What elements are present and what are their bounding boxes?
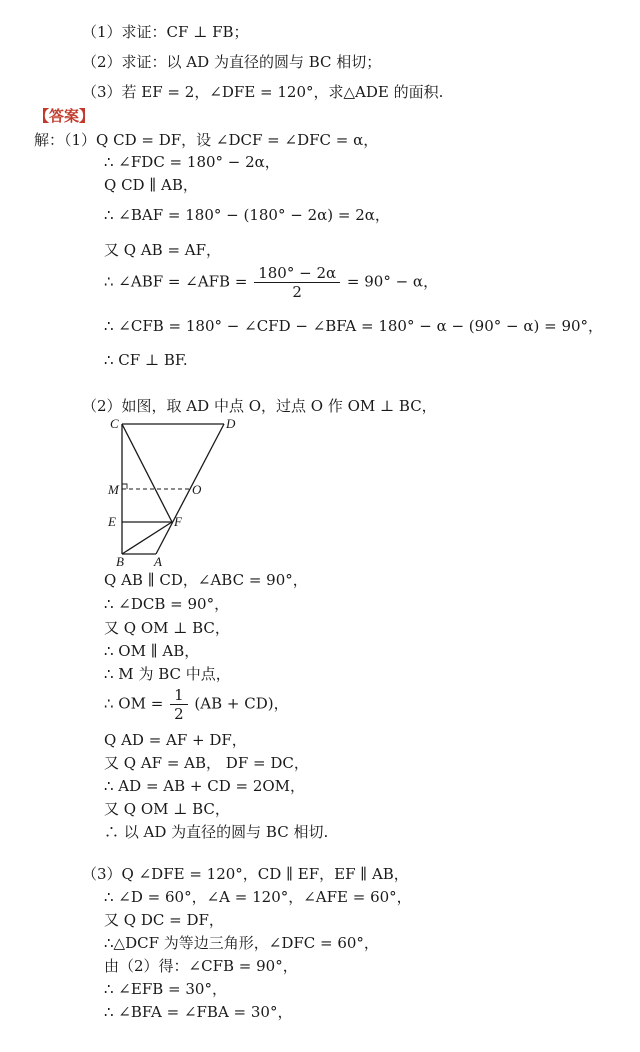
p2-frac-num: 1 bbox=[170, 686, 188, 705]
geometry-figure bbox=[104, 414, 344, 568]
label-b: B bbox=[116, 554, 124, 568]
p3-line-4: 由（2）得：∠CFB = 90°， bbox=[104, 957, 298, 975]
answer-header: 【答案】 bbox=[34, 107, 95, 125]
p1-frac-num: 180° − 2α bbox=[254, 264, 340, 283]
question-2: （2）求证：以 AD 为直径的圆与 BC 相切； bbox=[82, 53, 382, 71]
p1-line-2: Q CD ∥ AB， bbox=[104, 176, 198, 194]
p3-line-3: ∴△DCF 为等边三角形，∠DFC = 60°， bbox=[104, 934, 379, 952]
segment-cf bbox=[122, 424, 172, 522]
p2-line-a3: ∴ OM ∥ AB， bbox=[104, 642, 200, 660]
p3-line-5: ∴ ∠EFB = 30°， bbox=[104, 980, 227, 998]
label-f: F bbox=[174, 514, 182, 529]
p2-frac-line bbox=[104, 686, 289, 723]
p2-line-b2: ∴ AD = AB + CD = 2OM， bbox=[104, 777, 306, 795]
right-angle-mark bbox=[122, 484, 127, 489]
p2-line-a0: Q AB ∥ CD，∠ABC = 90°， bbox=[104, 571, 308, 589]
p1-line-5: ∴ ∠CFB = 180° − ∠CFD − ∠BFA = 180° − α − (90° − α) = 90°， bbox=[104, 317, 604, 335]
p1-line-4: 又 Q AB = AF， bbox=[104, 241, 222, 259]
p2-line-a1: ∴ ∠DCB = 90°， bbox=[104, 595, 230, 613]
p1-fraction bbox=[254, 264, 340, 301]
label-m: M bbox=[108, 482, 119, 497]
p2-line-a2: 又 Q OM ⊥ BC， bbox=[104, 619, 230, 637]
question-1: （1）求证：CF ⊥ FB； bbox=[82, 23, 249, 41]
p2-line-b4: ∴ 以 AD 为直径的圆与 BC 相切. bbox=[104, 823, 329, 841]
question-3: （3）若 EF = 2，∠DFE = 120°，求△ADE 的面积. bbox=[82, 83, 444, 101]
p1-frac-prefix: ∴ ∠ABF = ∠AFB = bbox=[104, 272, 248, 291]
label-a: A bbox=[154, 554, 162, 568]
p3-line-0: （3）Q ∠DFE = 120°，CD ∥ EF，EF ∥ AB， bbox=[82, 865, 409, 883]
p2-line-b1: 又 Q AF = AB， DF = DC， bbox=[104, 754, 309, 772]
p1-line-3: ∴ ∠BAF = 180° − (180° − 2α) = 2α， bbox=[104, 206, 390, 224]
p2-fraction bbox=[170, 686, 188, 723]
p2-frac-prefix: ∴ OM = bbox=[104, 694, 164, 713]
p3-line-6: ∴ ∠BFA = ∠FBA = 30°， bbox=[104, 1003, 293, 1021]
p1-frac-den: 2 bbox=[292, 283, 302, 301]
p1-line-0: 解：（1）Q CD = DF，设 ∠DCF = ∠DFC = α， bbox=[34, 131, 379, 149]
label-o: O bbox=[192, 482, 202, 497]
label-c: C bbox=[110, 416, 119, 431]
p2-line-a4: ∴ M 为 BC 中点， bbox=[104, 665, 231, 683]
p1-frac-suffix: = 90° − α， bbox=[346, 272, 439, 291]
p2-frac-suffix: (AB + CD)， bbox=[194, 694, 289, 713]
p2-frac-den: 2 bbox=[174, 705, 184, 723]
label-e: E bbox=[108, 514, 116, 529]
p1-line-6: ∴ CF ⊥ BF. bbox=[104, 351, 188, 369]
p2-line-b3: 又 Q OM ⊥ BC， bbox=[104, 800, 230, 818]
p2-intro: （2）如图，取 AD 中点 O，过点 O 作 OM ⊥ BC， bbox=[82, 397, 437, 415]
p3-line-2: 又 Q DC = DF， bbox=[104, 911, 224, 929]
p2-line-b0: Q AD = AF + DF， bbox=[104, 731, 247, 749]
p3-line-1: ∴ ∠D = 60°，∠A = 120°，∠AFE = 60°， bbox=[104, 888, 412, 906]
p1-line-1: ∴ ∠FDC = 180° − 2α， bbox=[104, 153, 280, 171]
label-d: D bbox=[226, 416, 236, 431]
p1-frac-line bbox=[104, 264, 438, 301]
